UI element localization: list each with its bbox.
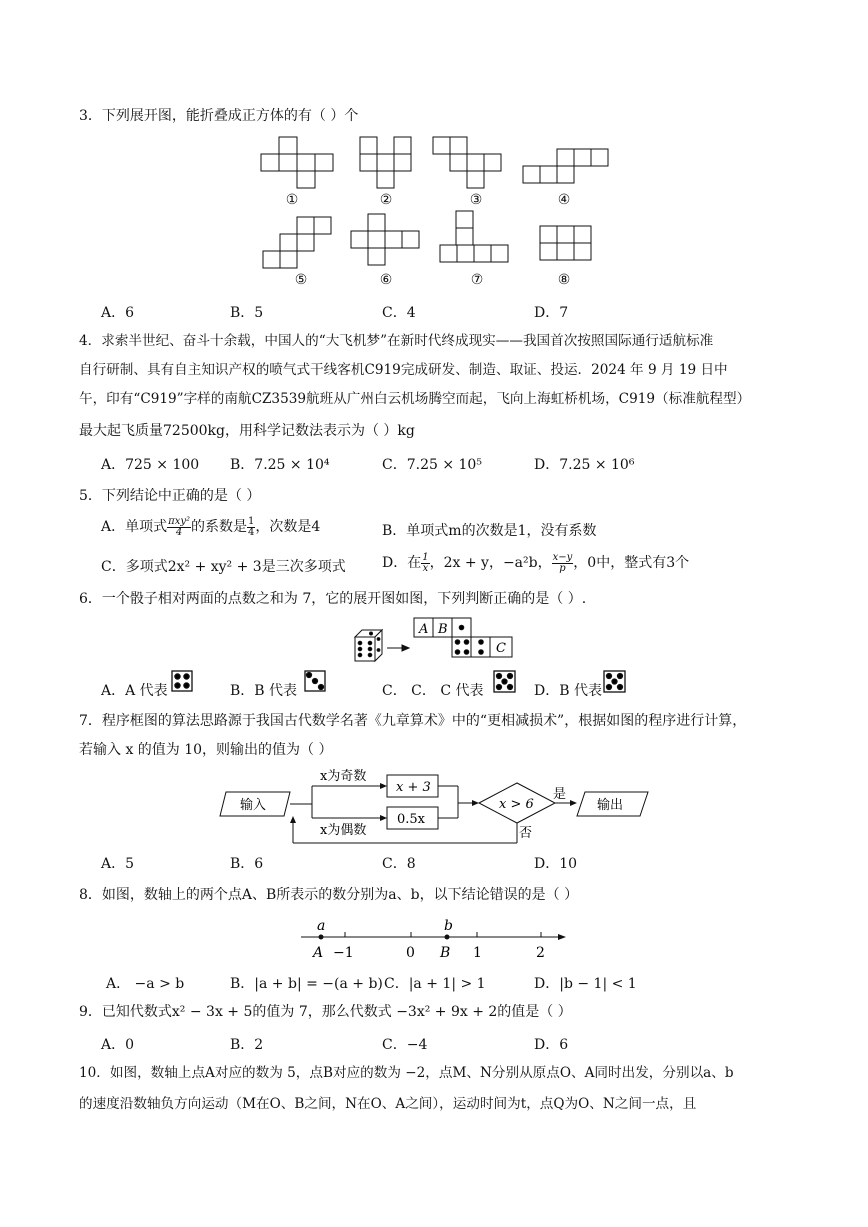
q4-line3: 午，印有“C919”字样的南航CZ3539航班从广州白云机场腾空而起，飞向上海虹桥机场，C919（标准航程型） <box>79 391 751 407</box>
q3-option-b: B．5 <box>230 305 264 321</box>
tick-neg1: −1 <box>333 945 354 961</box>
q6-stem: 6．一个骰子相对两面的点数之和为 7，它的展开图如图，下列判断正确的是（ ）. <box>79 591 587 607</box>
q6-option-c: C． C． C 代表 <box>382 683 484 699</box>
q5-opt-d-f1-den: x <box>422 562 429 574</box>
q5-opt-d-f1-num: 1 <box>422 551 429 563</box>
q5-opt-d-f2-den: p <box>559 562 566 574</box>
q8-option-d: D．|b − 1| < 1 <box>534 976 637 992</box>
q10-line2: 的速度沿数轴负方向运动（M在O、B之间，N在O、A之间），运动时间为t，点Q为O、N之间一点，且 <box>79 1096 697 1112</box>
flow-odd-label: x为奇数 <box>320 769 367 784</box>
net-label-7: ⑦ <box>470 272 484 288</box>
q7-option-c: C．8 <box>382 856 416 872</box>
q4-option-d: D．7.25 × 10⁶ <box>534 457 635 473</box>
axis-b-label: b <box>444 918 453 934</box>
q8-option-c: C．|a + 1| > 1 <box>384 976 486 992</box>
q5-opt-a-pre: A．单项式 <box>101 519 168 535</box>
q9-option-d: D．6 <box>534 1037 569 1053</box>
net-label-5: ⑤ <box>294 272 308 288</box>
tick-1: 1 <box>473 945 482 961</box>
net-label-c: C <box>496 641 506 656</box>
q5-opt-a-mid: 的系数是 <box>191 519 247 535</box>
net-label-a: A <box>419 622 429 637</box>
q5-opt-a-coef-num: 1 <box>248 515 255 527</box>
q3-option-c: C．4 <box>382 305 416 321</box>
tick-2: 2 <box>536 945 545 961</box>
q8-stem: 8．如图，数轴上的两个点A、B所表示的数分别为a、b，以下结论错误的是（ ） <box>79 887 579 903</box>
net-label-1: ① <box>285 192 299 208</box>
net-label-2: ② <box>379 192 393 208</box>
q4-option-c: C．7.25 × 10⁵ <box>382 457 482 473</box>
q7-option-b: B．6 <box>230 856 264 872</box>
flow-even-label: x为偶数 <box>320 823 367 838</box>
q8-option-a: A． −a > b <box>106 976 185 992</box>
q9-option-a: A．0 <box>101 1037 135 1053</box>
q5-opt-a-coef-den: 4 <box>248 526 255 538</box>
q6-option-b: B．B 代表 <box>230 683 298 699</box>
q5-opt-d-mid: ，2x + y，−a²b， <box>429 555 552 571</box>
q5-opt-a-post: ，次数是4 <box>255 519 321 535</box>
flow-cond: x > 6 <box>499 797 534 812</box>
net-label-b: B <box>438 622 448 637</box>
flow-yes-label: 是 <box>553 787 567 802</box>
q3-option-a: A．6 <box>101 305 135 321</box>
q7-option-d: D．10 <box>534 856 578 872</box>
q5-option-c: C．多项式2x² + xy² + 3是三次多项式 <box>101 559 346 575</box>
q5-opt-d-pre: D．在 <box>382 555 422 571</box>
q5-opt-a-frac-den: 4 <box>175 526 183 538</box>
q5-opt-d-f2-num: x−y <box>552 551 573 563</box>
q5-stem: 5．下列结论中正确的是（ ） <box>79 488 261 504</box>
q9-stem: 9．已知代数式x² − 3x + 5的值为 7，那么代数式 −3x² + 9x + 2的值是（ ） <box>79 1004 572 1020</box>
point-a-dot <box>319 935 324 940</box>
flow-op1: x + 3 <box>396 780 431 795</box>
q4-option-b: B．7.25 × 10⁴ <box>230 457 330 473</box>
q10-line1: 10．如图，数轴上点A对应的数为 5，点B对应的数为 −2，点M、N分别从原点O、A同时出发，分别以a、b <box>79 1065 734 1081</box>
net-label-4: ④ <box>557 192 571 208</box>
point-b-dot <box>445 935 450 940</box>
q5-opt-a-frac-num: πxy² <box>168 515 190 527</box>
q9-option-b: B．2 <box>230 1037 264 1053</box>
q6-option-a: A．A 代表 <box>101 683 168 699</box>
q5-opt-d-post: ，0中，整式有3个 <box>573 555 690 571</box>
tick-0: 0 <box>406 945 415 961</box>
q9-option-c: C．−4 <box>382 1037 428 1053</box>
q7-option-a: A．5 <box>101 856 135 872</box>
flow-output-label: 输出 <box>597 798 624 813</box>
net-label-8: ⑧ <box>557 272 571 288</box>
q6-option-d: D．B 代表 <box>534 683 602 699</box>
axis-a-label: a <box>317 918 326 934</box>
net-label-6: ⑥ <box>379 272 393 288</box>
flow-op2: 0.5x <box>397 812 426 827</box>
q4-line1: 4．求索半世纪、奋斗十余载，中国人的“大飞机梦”在新时代终成现实——我国首次按照国际通行适航标准 <box>79 333 714 349</box>
axis-point-A: A <box>313 945 324 961</box>
q7-line1: 7．程序框图的算法思路源于我国古代数学名著《九章算术》中的“更相减损术”，根据如图的程序进行计算， <box>79 713 747 729</box>
axis-point-B: B <box>440 945 451 961</box>
q3-option-d: D．7 <box>534 305 569 321</box>
q8-option-b: B．|a + b| = −(a + b) <box>230 976 383 992</box>
q3-stem: 3．下列展开图，能折叠成正方体的有（ ）个 <box>79 108 359 124</box>
q7-line2: 若输入 x 的值为 10，则输出的值为（ ） <box>79 742 333 758</box>
q4-option-a: A．725 × 100 <box>101 457 200 473</box>
flow-no-label: 否 <box>519 826 533 841</box>
q4-line4: 最大起飞质量72500kg，用科学记数法表示为（ ）kg <box>79 423 415 439</box>
flow-input-label: 输入 <box>240 798 267 813</box>
q5-option-b: B．单项式m的次数是1，没有系数 <box>382 523 597 539</box>
net-label-3: ③ <box>469 192 483 208</box>
q4-line2: 自行研制、具有自主知识产权的喷气式干线客机C919完成研发、制造、取证、投运．2024 年 9 月 19 日中 <box>79 362 728 378</box>
